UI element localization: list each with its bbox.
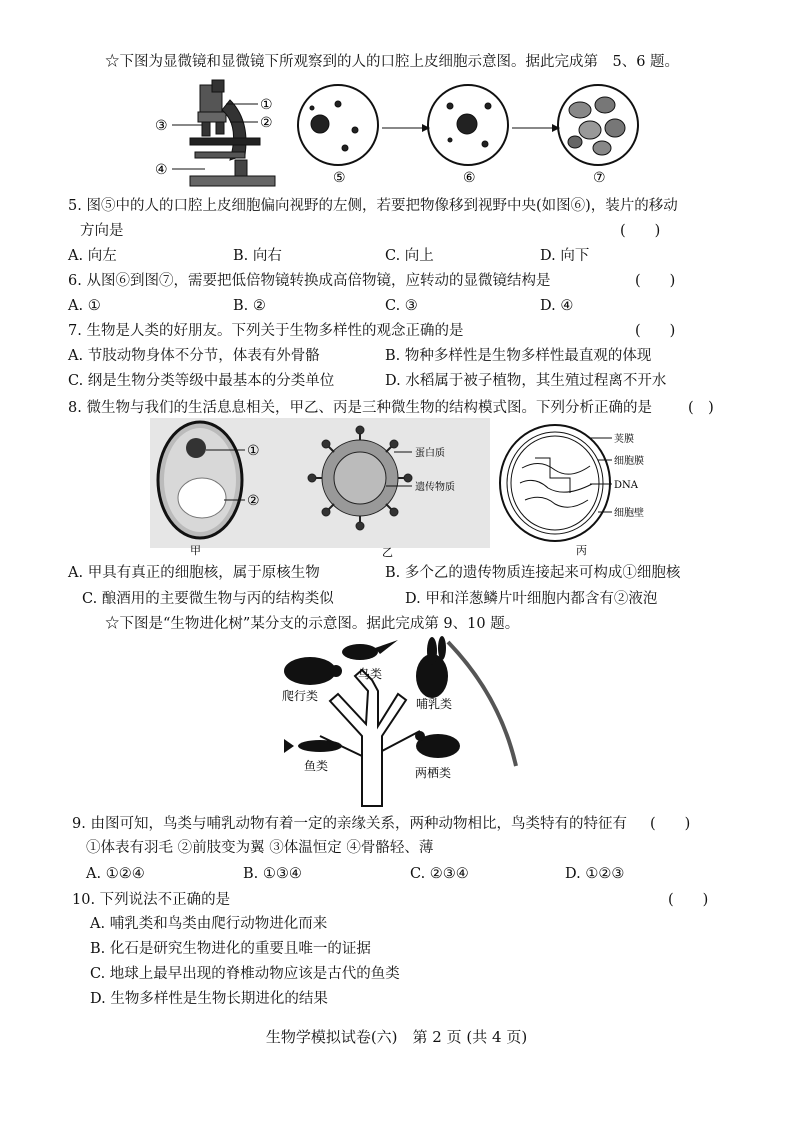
bing-label-membrane: 细胞膜 xyxy=(614,456,644,467)
yi-label-genetic: 遗传物质 xyxy=(415,482,455,493)
caption-yi: 乙 xyxy=(382,546,393,559)
q9-stem: 9. 由图可知，鸟类与哺乳动物有着一定的亲缘关系，两种动物相比，鸟类特有的特征有 xyxy=(72,816,627,832)
q6-stem: 6. 从图⑥到图⑦，需要把低倍物镜转换成高倍物镜，应转动的显微镜结构是 xyxy=(68,273,551,289)
q9-option-b: B. ①③④ xyxy=(243,866,302,882)
q7-option-b: B. 物种多样性是生物多样性最直观的体现 xyxy=(385,348,652,364)
rabbit-icon xyxy=(416,636,448,698)
section-intro-5-6: ☆下图为显微镜和显微镜下所观察到的人的口腔上皮细胞示意图。据此完成第 5、6 题。 xyxy=(105,54,680,70)
bing-label-dna: DNA xyxy=(614,480,638,491)
tree-label-bird: 鸟类 xyxy=(358,667,383,681)
q5-option-b: B. 向右 xyxy=(233,248,282,264)
section-intro-9-10: ☆下图是“生物进化树”某分支的示意图。据此完成第 9、10 题。 xyxy=(105,616,520,632)
microbe-figure xyxy=(150,418,644,559)
q8-option-b: B. 多个乙的遗传物质连接起来可构成①细胞核 xyxy=(385,565,681,581)
q5-answer-paren: ( ) xyxy=(620,223,661,239)
jia-label-2: ② xyxy=(247,493,260,509)
scope-label-3: ③ xyxy=(155,118,168,134)
q8-stem: 8. 微生物与我们的生活息息相关，甲乙、丙是三种微生物的结构模式图。下列分析正确的是 xyxy=(68,400,652,416)
q7-option-a: A. 节肢动物身体不分节，体表有外骨骼 xyxy=(68,348,320,364)
q7-answer-paren: ( ) xyxy=(635,323,676,339)
q6-option-b: B. ② xyxy=(233,298,266,314)
view-label-7: ⑦ xyxy=(593,170,606,186)
q9-option-c: C. ②③④ xyxy=(410,866,469,882)
caption-jia: 甲 xyxy=(190,544,201,557)
q5-stem: 5. 图⑤中的人的口腔上皮细胞偏向视野的左侧，若要把物像移到视野中央(如图⑥)，装片的移动 xyxy=(68,198,678,214)
microscope-figure xyxy=(150,80,750,190)
scope-label-4: ④ xyxy=(155,162,168,178)
yi-label-protein: 蛋白质 xyxy=(415,448,445,459)
q8-option-c: C. 酿酒用的主要微生物与丙的结构类似 xyxy=(82,591,334,607)
view-label-6: ⑥ xyxy=(463,170,476,186)
page-footer: 生物学模拟试卷(六) 第 2 页 (共 4 页) xyxy=(265,1028,528,1046)
q10-option-d: D. 生物多样性是生物长期进化的结果 xyxy=(90,991,328,1007)
view-label-5: ⑤ xyxy=(333,170,346,186)
q6-option-d: D. ④ xyxy=(540,298,574,314)
caption-bing: 丙 xyxy=(576,544,587,557)
q9-answer-paren: ( ) xyxy=(650,816,691,832)
q5-option-d: D. 向下 xyxy=(540,248,590,264)
q10-option-b: B. 化石是研究生物进化的重要且唯一的证据 xyxy=(90,941,371,957)
bing-label-wall: 细胞壁 xyxy=(614,508,644,519)
tree-label-amphibian: 两栖类 xyxy=(415,766,452,780)
reptile-icon xyxy=(284,657,342,685)
yeast-cell-jia xyxy=(158,422,242,538)
view-6 xyxy=(428,85,508,165)
view-7 xyxy=(558,85,638,165)
tree-label-mammal: 哺乳类 xyxy=(416,697,453,711)
q8-option-a: A. 甲具有真正的细胞核，属于原核生物 xyxy=(68,565,320,581)
q10-option-a: A. 哺乳类和鸟类由爬行动物进化而来 xyxy=(90,916,328,932)
q6-option-c: C. ③ xyxy=(385,298,418,314)
bird-icon xyxy=(342,640,398,660)
q10-stem: 10. 下列说法不正确的是 xyxy=(72,892,231,908)
bacterium-bing xyxy=(500,425,610,541)
evolution-tree-figure xyxy=(270,636,530,811)
q7-option-d: D. 水稻属于被子植物，其生殖过程离不开水 xyxy=(385,373,667,389)
tree-label-reptile: 爬行类 xyxy=(282,689,319,703)
q10-answer-paren: ( ) xyxy=(668,892,709,908)
q6-option-a: A. ① xyxy=(68,298,101,314)
q5-stem-2: 方向是 xyxy=(80,223,124,239)
q8-answer-paren: ( ) xyxy=(688,400,714,416)
frog-icon xyxy=(415,731,460,758)
jia-label-1: ① xyxy=(247,443,260,459)
q6-answer-paren: ( ) xyxy=(635,273,676,289)
q8-option-d: D. 甲和洋葱鳞片叶细胞内都含有②液泡 xyxy=(405,591,658,607)
tree-label-fish: 鱼类 xyxy=(304,759,329,773)
tree-trunk xyxy=(320,670,420,806)
q5-option-a: A. 向左 xyxy=(68,248,117,264)
q7-stem: 7. 生物是人类的好朋友。下列关于生物多样性的观念正确的是 xyxy=(68,323,464,339)
fish-icon xyxy=(284,739,342,753)
view-5 xyxy=(298,85,378,165)
scope-label-1: ① xyxy=(260,97,273,113)
q5-option-c: C. 向上 xyxy=(385,248,434,264)
q9-option-a: A. ①②④ xyxy=(86,866,145,882)
microscope-icon xyxy=(190,80,275,186)
scope-label-2: ② xyxy=(260,115,273,131)
q10-option-c: C. 地球上最早出现的脊椎动物应该是古代的鱼类 xyxy=(90,966,400,982)
q9-option-d: D. ①②③ xyxy=(565,866,625,882)
virus-yi xyxy=(308,426,412,530)
q9-items: ①体表有羽毛 ②前肢变为翼 ③体温恒定 ④骨骼轻、薄 xyxy=(86,840,434,856)
bing-label-capsule: 荚膜 xyxy=(614,434,634,445)
q7-option-c: C. 纲是生物分类等级中最基本的分类单位 xyxy=(68,373,335,389)
